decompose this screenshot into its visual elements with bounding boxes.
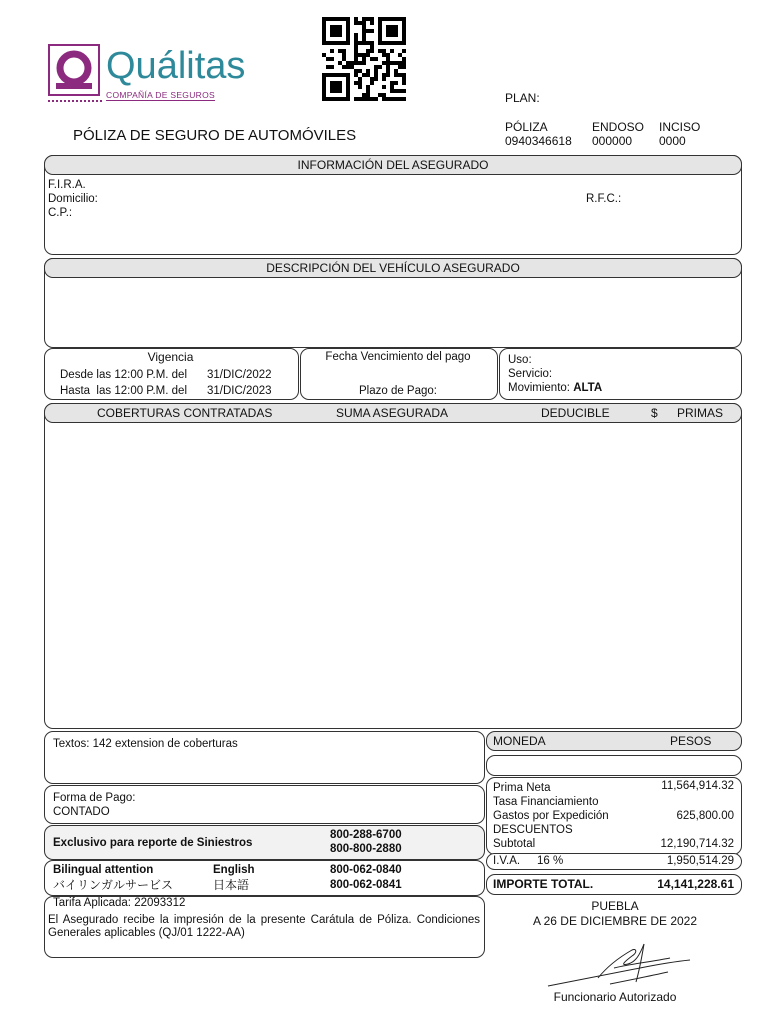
japanese-phone: 800-062-0841 xyxy=(330,879,402,891)
moneda-label: MONEDA xyxy=(493,734,546,748)
iva-value: 1,950,514.29 xyxy=(666,855,734,867)
vigencia-hasta-date: 31/DIC/2023 xyxy=(207,385,272,397)
prima-neta-label: Prima Neta xyxy=(493,782,551,794)
vigencia-hasta: Hasta las 12:00 P.M. del xyxy=(60,385,187,397)
plazo-label: Plazo de Pago: xyxy=(358,385,437,397)
gastos-label: Gastos por Expedición xyxy=(493,810,609,822)
iva-label: I.V.A. xyxy=(493,855,521,867)
deducible-header: DEDUCIBLE xyxy=(541,406,610,420)
rfc-label: R.F.C.: xyxy=(586,193,622,205)
moneda-value: PESOS xyxy=(670,734,712,748)
movimiento-value: ALTA xyxy=(573,382,603,394)
japanese-label: 日本語 xyxy=(213,878,250,892)
siniestros-phone-1: 800-288-6700 xyxy=(330,829,402,841)
city: PUEBLA xyxy=(591,899,639,913)
domicilio-label: Domicilio: xyxy=(48,193,98,205)
subtotal-value: 12,190,714.32 xyxy=(660,838,734,850)
logo-subtitle: COMPAÑÍA DE SEGUROS xyxy=(106,90,215,100)
vehicle-header: DESCRIPCIÓN DEL VEHÍCULO ASEGURADO xyxy=(44,258,742,278)
iva-rate: 16 % xyxy=(537,855,564,867)
issue-date: A 26 DE DICIEMBRE DE 2022 xyxy=(532,914,698,928)
coberturas-header: COBERTURAS CONTRATADAS xyxy=(97,406,273,420)
prima-neta-value: 11,564,914.32 xyxy=(661,780,734,792)
logo-dots xyxy=(48,100,102,102)
forma-pago-label: Forma de Pago: xyxy=(53,792,136,804)
moneda-blank-box xyxy=(486,755,742,776)
english-label: English xyxy=(213,864,255,876)
poliza-value: 0940346618 xyxy=(505,134,572,148)
primas-header: PRIMAS xyxy=(677,406,724,420)
textos-text: Textos: 142 extension de coberturas xyxy=(53,738,238,750)
poliza-label: PÓLIZA xyxy=(505,120,548,134)
movimiento-row xyxy=(508,382,602,395)
tasa-label: Tasa Financiamiento xyxy=(493,796,599,808)
siniestros-label: Exclusivo para reporte de Siniestros xyxy=(53,837,253,849)
vigencia-desde: Desde las 12:00 P.M. del xyxy=(60,369,188,381)
tarifa-note: El Asegurado recibe la impresión de la presente Carátula de Póliza. Condiciones Generales aplicables (QJ/01 1222-AA) xyxy=(48,914,480,939)
tarifa-label: Tarifa Aplicada: xyxy=(53,897,131,909)
subtotal-label: Subtotal xyxy=(493,838,536,850)
descuentos-label: DESCUENTOS xyxy=(493,824,573,836)
vigencia-desde-date: 31/DIC/2022 xyxy=(207,369,272,381)
servicio-label: Servicio: xyxy=(508,368,553,380)
uso-label: Uso: xyxy=(508,354,532,366)
importe-label: IMPORTE TOTAL. xyxy=(493,877,594,891)
suma-header: SUMA ASEGURADA xyxy=(336,406,449,420)
english-phone: 800-062-0840 xyxy=(330,864,402,876)
coverage-header xyxy=(44,403,742,423)
bilingual-label: Bilingual attention xyxy=(53,864,154,876)
endoso-label: ENDOSO xyxy=(592,120,645,134)
endoso-value: 000000 xyxy=(592,134,633,148)
qr-code xyxy=(322,17,406,101)
gastos-value: 625,800.00 xyxy=(676,810,734,822)
insured-header: INFORMACIÓN DEL ASEGURADO xyxy=(44,155,742,175)
currency-header: $ xyxy=(651,406,658,420)
tarifa-row xyxy=(53,897,185,910)
importe-value: 14,141,228.61 xyxy=(657,877,734,891)
forma-pago-value: CONTADO xyxy=(53,806,110,818)
vencimiento-label: Fecha Vencimiento del pago xyxy=(325,351,471,363)
plan-label: PLAN: xyxy=(505,91,540,105)
insured-name: F.I.R.A. xyxy=(48,179,86,191)
movimiento-label: Movimiento: xyxy=(508,382,570,394)
company-logo xyxy=(48,44,246,106)
inciso-value: 0000 xyxy=(659,134,686,148)
document-title: PÓLIZA DE SEGURO DE AUTOMÓVILES xyxy=(73,127,357,144)
inciso-label: INCISO xyxy=(659,120,701,134)
bilingual-label-jp: バイリンガルサービス xyxy=(53,878,174,892)
logo-wordmark: Quálitas xyxy=(106,45,246,87)
signatory-label: Funcionario Autorizado xyxy=(553,990,677,1004)
vigencia-title: Vigencia xyxy=(147,350,194,364)
cp-label: C.P.: xyxy=(48,207,73,219)
moneda-box xyxy=(486,731,742,751)
coverage-section xyxy=(44,403,742,729)
logo-mark xyxy=(48,44,100,96)
tarifa-value: 22093312 xyxy=(134,897,186,909)
signature xyxy=(540,928,700,990)
siniestros-phone-2: 800-800-2880 xyxy=(330,843,402,855)
